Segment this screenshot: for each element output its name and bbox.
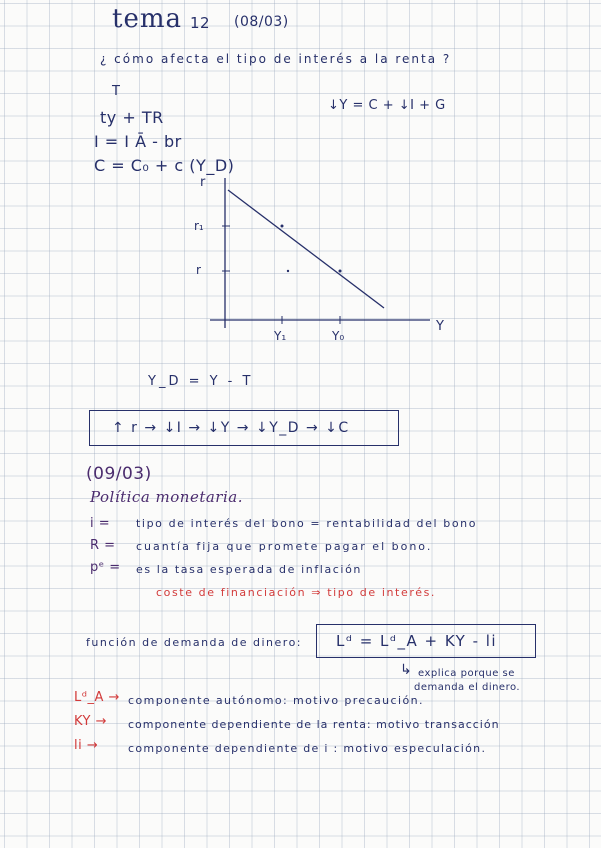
point-r-y0 [339,270,342,273]
def-i-text: tipo de interés del bono = rentabilidad del bono [136,517,478,530]
component1-symbol: Lᵈ_A → [74,690,120,705]
component1-text: componente autónomo: motivo precaución. [128,694,424,707]
money-demand-formula: Lᵈ = Lᵈ_A + KY - li [336,632,498,650]
explanation-line-2: demanda el dinero. [414,682,521,693]
component2-symbol: KY → [74,714,108,729]
tick-r-label: r [196,263,201,277]
t-mark: T [112,84,121,99]
explanation-line-1: explica porque se [418,668,515,679]
axis-x-label: Y [436,319,444,334]
def-p-symbol: pᵉ = [90,560,121,575]
component2-text: componente dependiente de la renta: motivo transacción [128,718,500,731]
section2-heading: Política monetaria. [90,488,243,506]
def-p-text: es la tasa esperada de inflación [136,563,362,576]
money-demand-label: función de demanda de dinero: [86,636,303,649]
point-r-mid [287,270,289,272]
component3-symbol: li → [74,738,99,753]
tick-y0-label: Y₀ [332,329,345,343]
topic-date: (08/03) [234,14,289,30]
cost-line: coste de financiación ⇒ tipo de interés. [156,586,437,599]
topic-number: 12 [190,14,211,32]
def-r-symbol: R = [90,538,116,553]
interest-income-graph [180,168,455,348]
disposable-income-line: Y_D = Y - T [148,374,254,389]
investment-line: I = I Ā - br [94,132,182,151]
ty-line: ty + TR [100,108,164,127]
page-title: tema [112,4,182,34]
point-r1-y1 [281,225,284,228]
section2-date: (09/03) [86,464,152,484]
question-line: ¿ cómo afecta el tipo de interés a la renta ? [100,52,452,66]
def-i-symbol: i = [90,516,111,531]
tick-y1-label: Y₁ [274,329,287,343]
demand-equation: ↓Y = C + ↓I + G [328,98,446,113]
def-r-text: cuantía fija que promete pagar el bono. [136,540,433,553]
chain-text: ↑ r → ↓I → ↓Y → ↓Y_D → ↓C [112,420,350,436]
curve-line [228,190,384,308]
axis-y-label: r [200,175,206,190]
arrow-mark: ↳ [400,662,413,678]
tick-r1-label: r₁ [194,219,204,233]
consumption-line: C = C₀ + c (Y_D) [94,156,235,175]
component3-text: componente dependiente de i : motivo especulación. [128,742,487,755]
